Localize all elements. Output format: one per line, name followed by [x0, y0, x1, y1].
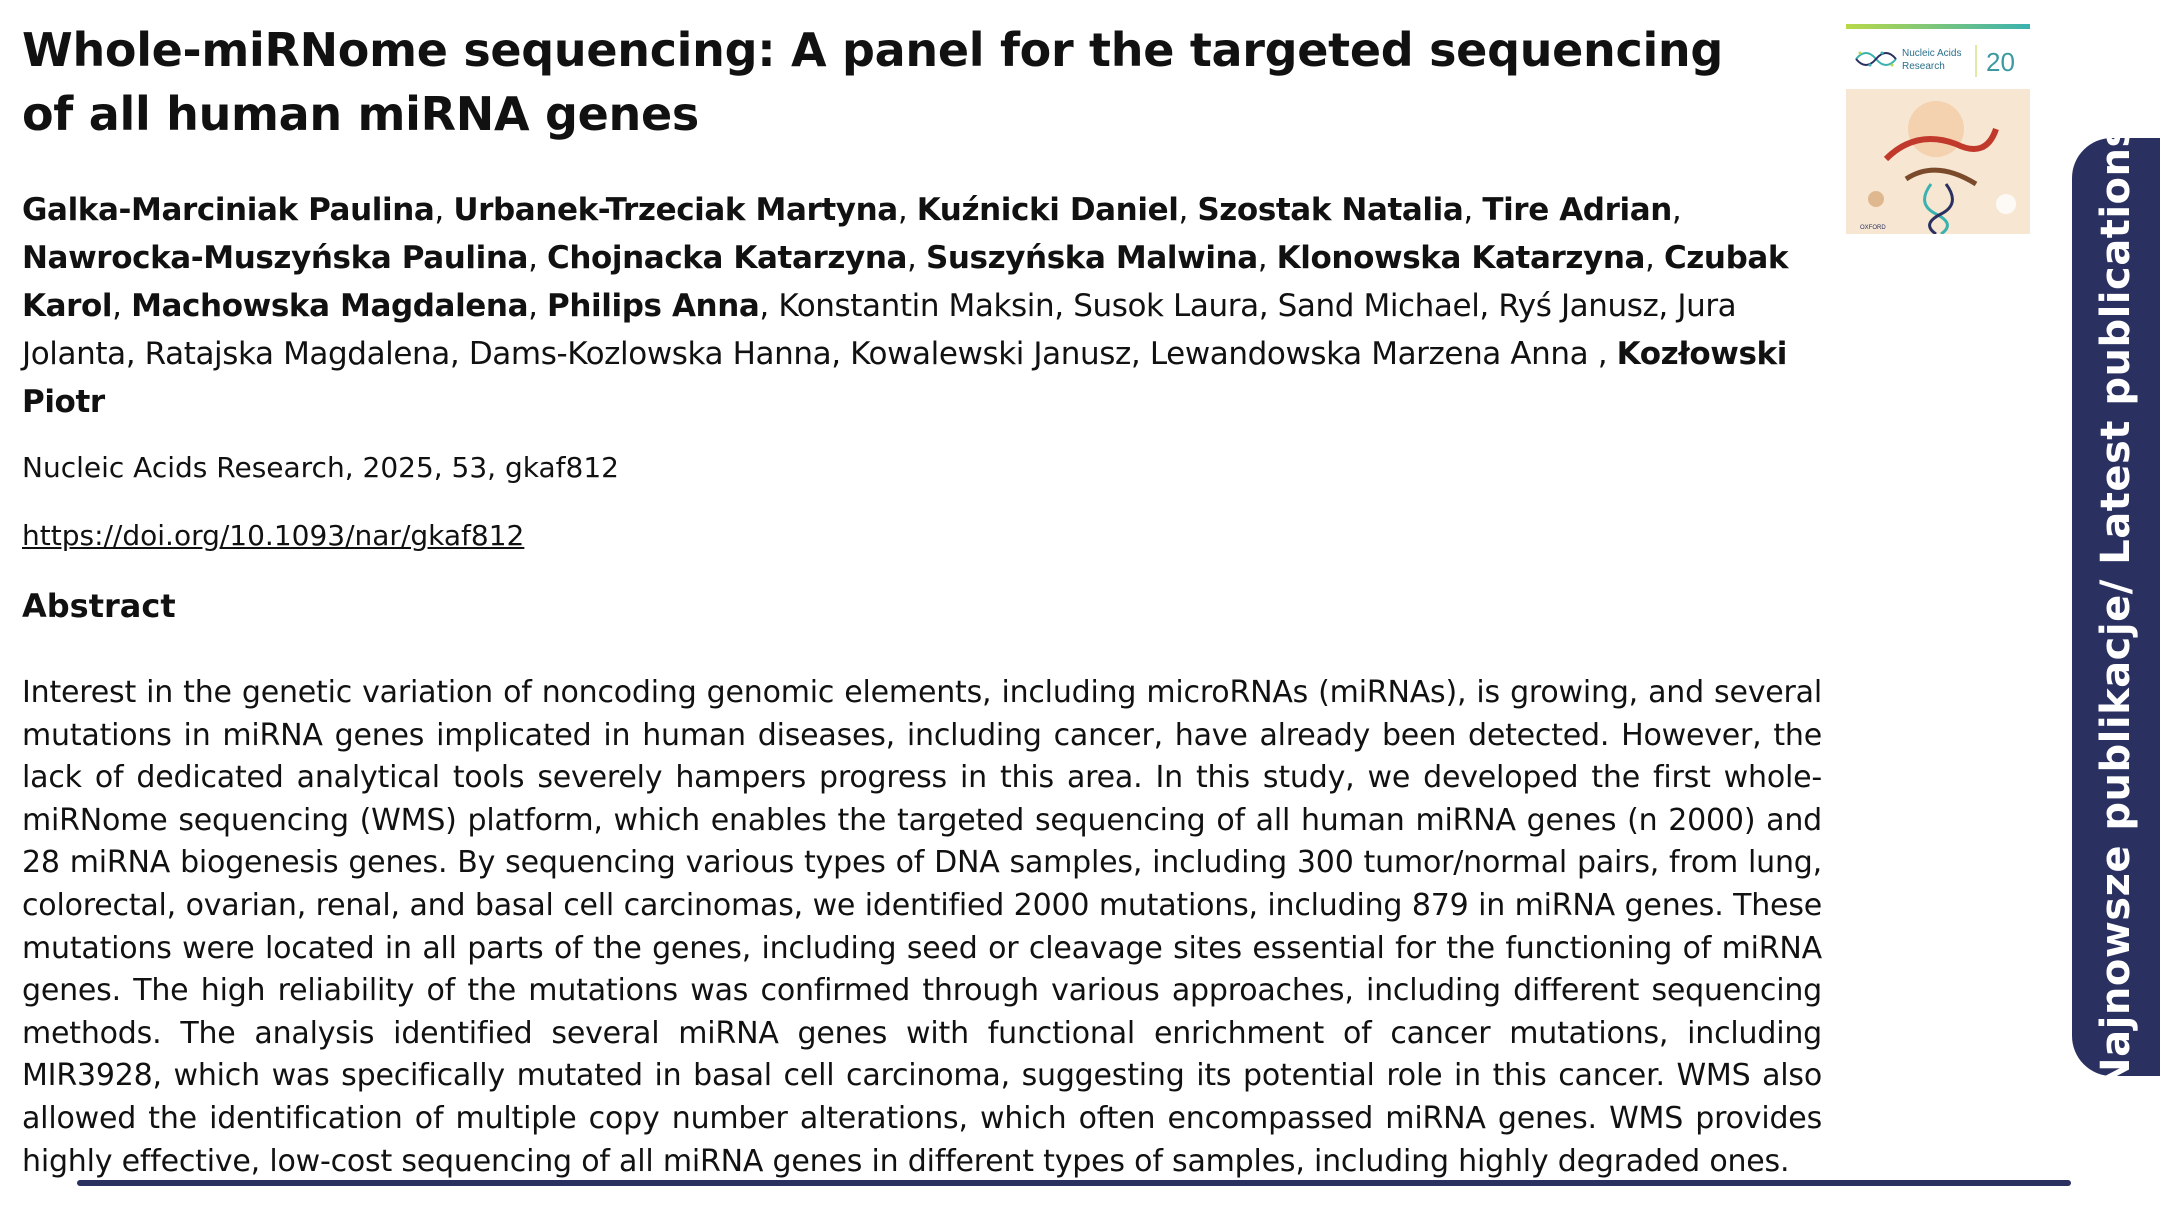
dna-helix-icon [1856, 52, 1896, 67]
author-name: Tire Adrian [1482, 192, 1672, 228]
author-name: Suszyńska Malwina [925, 240, 1258, 276]
author-name: Szostak Natalia [1197, 192, 1464, 228]
author-name: Ratajska Magdalena [144, 336, 450, 372]
author-name: Dams-Kozlowska Hanna [468, 336, 832, 372]
author-name: Jura Jolanta [22, 288, 1737, 372]
cover-journal-name-1: Nucleic Acids [1902, 48, 1962, 59]
author-name: Konstantin Maksin [778, 288, 1055, 324]
doi-link[interactable]: https://doi.org/10.1093/nar/gkaf812 [22, 519, 525, 552]
journal-citation: Nucleic Acids Research, 2025, 53, gkaf812 [22, 451, 619, 484]
article-title: Whole-miRNome sequencing: A panel for the targeted sequencing of all human miRNA genes [22, 23, 1723, 141]
author-name: Machowska Magdalena [131, 288, 529, 324]
cover-masthead [1846, 29, 2030, 89]
tab-label: Najnowsze publikacje/ Latest publications [2093, 123, 2139, 1091]
author-name: Galka-Marciniak Paulina [22, 192, 435, 228]
author-name: Urbanek-Trzeciak Martyna [453, 192, 898, 228]
author-name: Kowalewski Janusz [850, 336, 1131, 372]
author-name: Czubak Karol [22, 240, 1789, 324]
author-name: Philips Anna [547, 288, 760, 324]
doi-row [22, 516, 1822, 556]
author-name: Klonowska Katarzyna [1276, 240, 1646, 276]
author-name: Ryś Janusz [1498, 288, 1659, 324]
abstract-heading: Abstract [22, 587, 176, 625]
author-list: Galka-Marciniak Paulina, Urbanek-Trzeciak Martyna, Kuźnicki Daniel, Szostak Natalia, Tire Adrian, Nawrocka-Muszyńska Paulina, Chojnacka Katarzyna, Suszyńska Malwina, Klonowska Katarzyna, Czubak Karol, Machowska Magdalena, Philips Anna, Konstantin Maksin, Susok Laura, Sand Michael, Ryś Janusz, Jura Jolanta, Ratajska Magdalena, Dams-Kozlowska Hanna, Kowalewski Janusz, Lewandowska Marzena Anna , Kozłowski Piotr [22, 192, 1789, 420]
cover-anniversary-number: 20 [1986, 47, 2015, 77]
latest-publications-tab[interactable] [2072, 123, 2160, 1091]
author-name: Kozłowski Piotr [22, 336, 1787, 420]
publication [22, 18, 1822, 1183]
bottom-divider [77, 1180, 2071, 1186]
author-name: Kuźnicki Daniel [916, 192, 1179, 228]
cover-header [1846, 29, 2030, 89]
author-name: Susok Laura [1073, 288, 1259, 324]
author-name: Sand Michael [1277, 288, 1480, 324]
cover-artwork [1846, 89, 2030, 234]
abstract-text: Interest in the genetic variation of noncoding genomic elements, including microRNAs (miRNAs), is growing, and several mutations in miRNA genes implicated in human diseases, including cancer, have already been detected. However, the lack of dedicated analytical tools severely hampers progress in this area. In this study, we developed the first whole-miRNome sequencing (WMS) platform, which enables the targeted sequencing of all human miRNA genes (n 2000) and 28 miRNA biogenesis genes. By sequencing various types of DNA samples, including 300 tumor/normal pairs, from lung, colorectal, ovarian, renal, and basal cell carcinomas, we identified 2000 mutations, including 879 in miRNA genes. These mutations were located in all parts of the genes, including seed or cleavage sites essential for the functioning of miRNA genes. The high reliability of the mutations was confirmed through various approaches, including different sequencing methods. The analysis identified several miRNA genes with functional enrichment of cancer mutations, including MIR3928, which was specifically mutated in basal cell carcinoma, suggesting its potential role in this cancer. WMS also allowed the identification of multiple copy number alterations, which often encompassed miRNA genes. WMS provides highly effective, low-cost sequencing of all miRNA genes in different types of samples, including highly degraded ones. [22, 675, 1822, 1179]
cover-journal-name-2: Research [1902, 61, 1945, 72]
author-name: Chojnacka Katarzyna [546, 240, 908, 276]
author-name: Lewandowska Marzena Anna [1149, 336, 1589, 372]
journal-cover-image [1846, 24, 2030, 234]
author-name: Nawrocka-Muszyńska Paulina [22, 240, 529, 276]
cover-publisher-logo: OXFORD [1860, 225, 1886, 231]
